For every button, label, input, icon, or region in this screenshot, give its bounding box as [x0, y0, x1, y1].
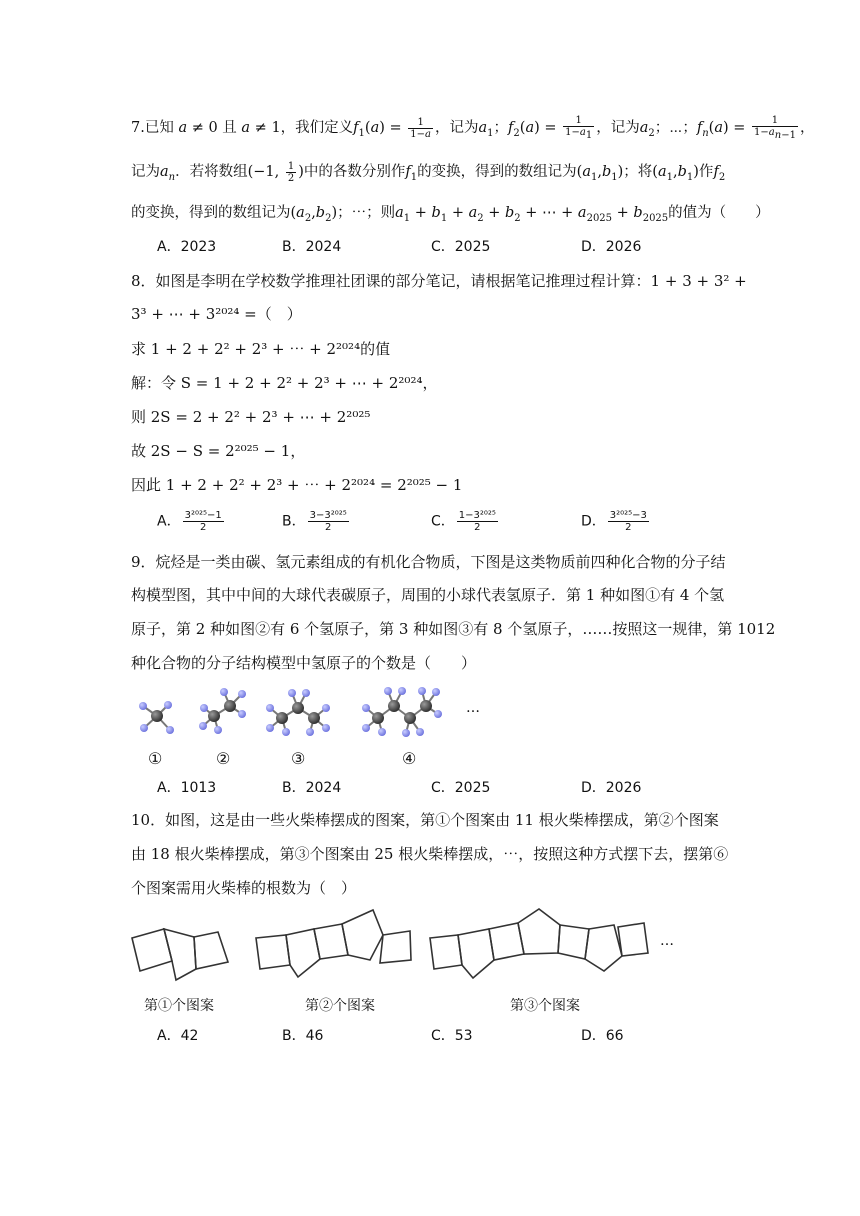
- q8-line1: 8．如图是李明在学校数学推理社团课的部分笔记，请根据笔记推理过程计算：1 + 3 + 3² +: [131, 272, 747, 290]
- q7-option-c[interactable]: C．2025: [431, 239, 491, 255]
- q7-line3: 的变换，得到的数组记为$(a_2,b_2)$；⋯；则$a_1 + b_1 + a_2 + b_2$ + ⋯ + $a_{2025} + b_{2025}$的值为（ ）: [131, 205, 770, 224]
- q7-math-line1: a ≠ 0 且 a ≠ 1，我们定义$f_1(a)$ = $\frac{1}{1-a}$ ，记为$a_1$；$f_2(a)$ = $\frac{1}{1-a_1}$ ，记为$a_2$；⋯；$f_n(a)$ = $\frac{1}{1-a_{n-1}}$ ，: [178, 115, 815, 141]
- q8-note2: 解：令 S = 1 + 2 + 2² + 2³ + ⋯ + 2²⁰²⁴，: [131, 374, 438, 392]
- alkane-molecule-figure: [130, 678, 500, 774]
- q8-option-c[interactable]: [431, 510, 500, 533]
- matchstick-pattern-figure: [128, 905, 688, 995]
- q7-option-d[interactable]: D．2026: [581, 239, 642, 255]
- q9-line1: 9．烷烃是一类由碳、氢元素组成的有机化合物质，下图是这类物质前四种化合物的分子结: [131, 553, 726, 571]
- q9-line2: 构模型图，其中中间的大球代表碳原子，周围的小球代表氢原子．第 1 种如图①有 4 个氢: [131, 586, 725, 604]
- q8-note3: 则 2S = 2 + 2² + 2³ + ⋯ + 2²⁰²⁵: [131, 408, 371, 426]
- q10-option-d[interactable]: D．66: [581, 1028, 624, 1044]
- q9-label-2: ②: [216, 749, 231, 768]
- q8-note1: 求 1 + 2 + 2² + 2³ + ⋯ + 2²⁰²⁴的值: [131, 340, 391, 358]
- pattern-2-shape: [256, 910, 411, 977]
- q9-option-b[interactable]: B．2024: [282, 780, 342, 796]
- q10-caption-2: 第②个图案: [305, 998, 375, 1014]
- q9-label-1: ①: [148, 749, 163, 768]
- q9-line4: 种化合物的分子结构模型中氢原子的个数是（ ）: [131, 654, 477, 672]
- butane-molecule: [362, 687, 442, 737]
- q8-option-a-letter: A．: [157, 513, 181, 530]
- q7-line1: [131, 115, 814, 141]
- methane-molecule: [139, 701, 174, 734]
- pattern-3-shape: [430, 909, 648, 978]
- q8-option-c-denominator: 2: [474, 522, 481, 533]
- q9-option-c[interactable]: C．2025: [431, 780, 491, 796]
- q9-label-3: ③: [291, 749, 306, 768]
- q8-option-b[interactable]: [282, 510, 351, 533]
- q10-option-c[interactable]: C．53: [431, 1028, 473, 1044]
- q7-option-b[interactable]: B．2024: [282, 239, 342, 255]
- pattern-1-shape: [132, 929, 228, 980]
- q8-option-c-numerator: 1−3²⁰²⁵: [458, 510, 496, 521]
- q8-note5: 因此 1 + 2 + 2² + 2³ + ⋯ + 2²⁰²⁴ = 2²⁰²⁵ − 1: [131, 476, 463, 494]
- q9-option-a[interactable]: A．1013: [157, 780, 217, 796]
- q10-ellipsis: …: [660, 933, 674, 949]
- q8-note4: 故 2S − S = 2²⁰²⁵ − 1，: [131, 442, 306, 460]
- q10-line3: 个图案需用火柴棒的根数为（ ）: [131, 879, 357, 897]
- q8-option-d[interactable]: [581, 510, 651, 533]
- q10-line2: 由 18 根火柴棒摆成，第③个图案由 25 根火柴棒摆成，⋯，按照这种方式摆下去，摆第⑥: [131, 845, 729, 863]
- q8-option-b-denominator: 2: [324, 522, 332, 533]
- q8-option-a-denominator: 2: [199, 522, 207, 533]
- q9-ellipsis: …: [466, 700, 480, 716]
- q10-caption-1: 第①个图案: [144, 998, 214, 1014]
- q10-option-a[interactable]: A．42: [157, 1028, 199, 1044]
- propane-molecule: [266, 689, 330, 736]
- q8-option-d-numerator: 3²⁰²⁵−3: [609, 510, 647, 521]
- q9-line3: 原子，第 2 种如图②有 6 个氢原子，第 3 种如图③有 8 个氢原子，……按照这一规律，第 1012: [131, 620, 776, 638]
- q7-line2: 记为$a_n$．若将数组(−1, $\frac{1}{2}$ )中的各数分别作$f_1$的变换，得到的数组记为$(a_1,b_1)$；将$(a_1,b_1)$作$f_2$: [131, 160, 726, 184]
- q10-line1: 10．如图，这是由一些火柴棒摆成的图案，第①个图案由 11 根火柴棒摆成，第②个图案: [131, 811, 719, 829]
- q8-option-d-letter: D．: [581, 513, 606, 530]
- q8-option-c-letter: C．: [431, 513, 455, 530]
- q10-option-b[interactable]: B．46: [282, 1028, 324, 1044]
- q10-caption-3: 第③个图案: [510, 998, 580, 1014]
- q7-option-a[interactable]: A．2023: [157, 239, 217, 255]
- q8-option-a[interactable]: [157, 510, 226, 533]
- q7-number: 7.已知: [131, 120, 174, 136]
- q9-label-4: ④: [402, 749, 417, 768]
- q8-option-d-denominator: 2: [625, 522, 632, 533]
- q9-option-d[interactable]: D．2026: [581, 780, 642, 796]
- q8-option-b-numerator: 3−3²⁰²⁵: [309, 510, 347, 521]
- q8-line2: 3³ + ⋯ + 3²⁰²⁴ =（ ）: [131, 305, 302, 323]
- ethane-molecule: [199, 688, 246, 734]
- q8-option-b-letter: B．: [282, 513, 306, 530]
- q8-option-a-numerator: 3²⁰²⁵−1: [184, 510, 222, 521]
